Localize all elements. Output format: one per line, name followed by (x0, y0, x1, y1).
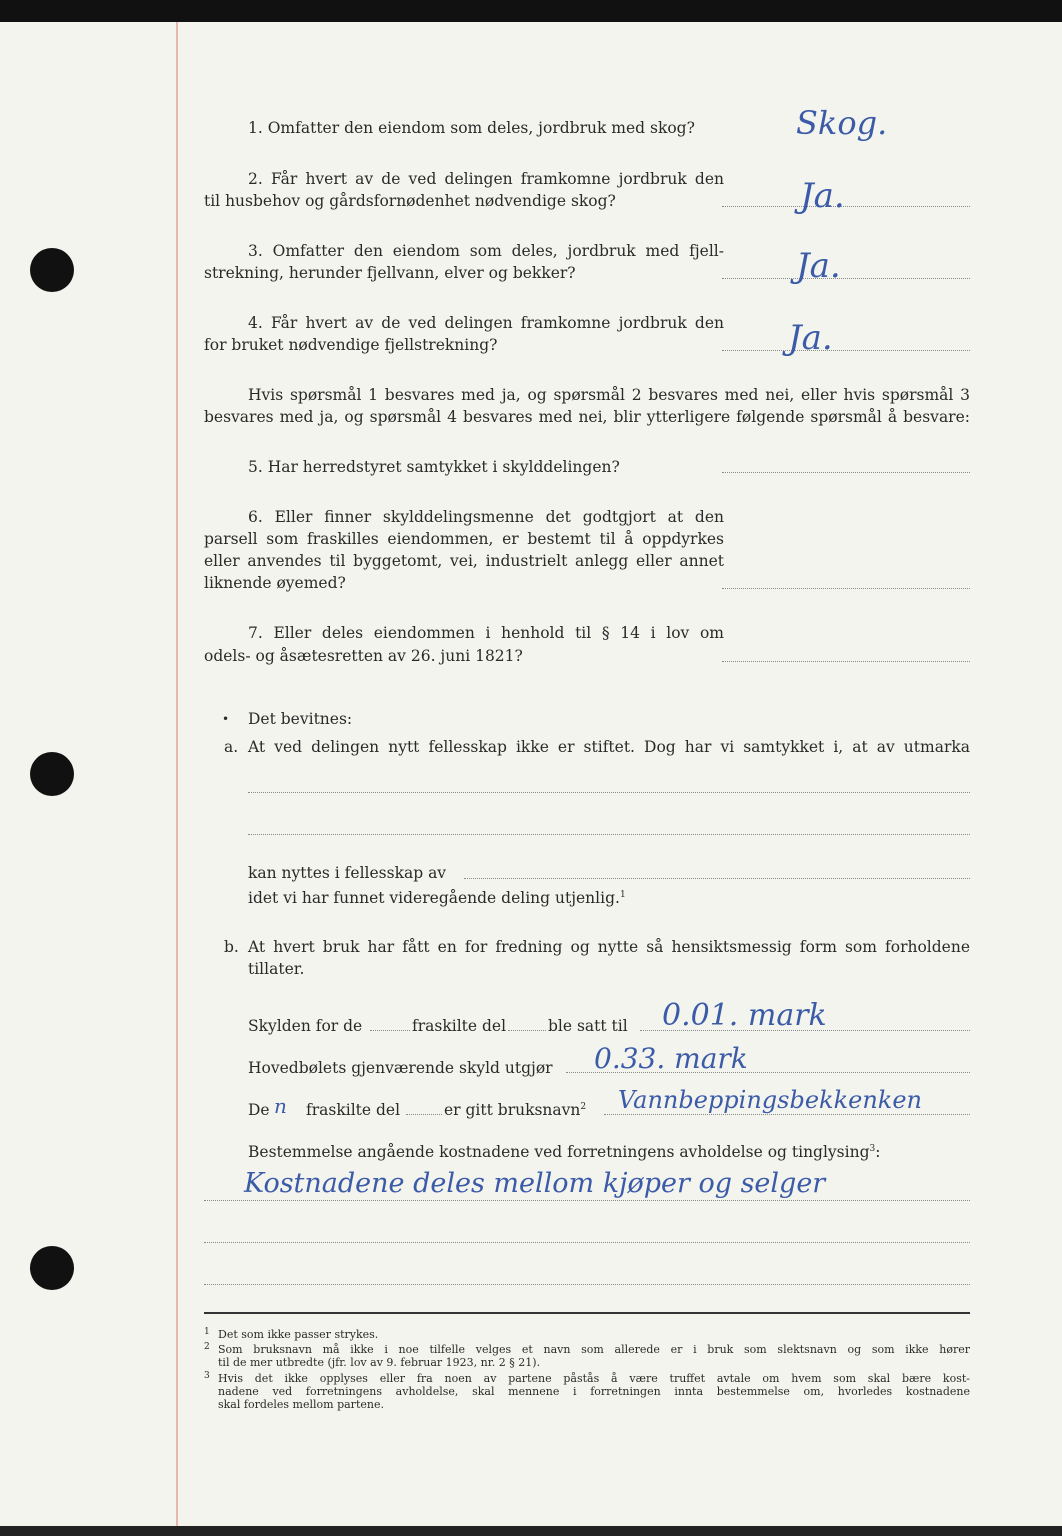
bruksnavn-label-part-3: er gitt bruksnavn$^2$ (444, 1101, 587, 1119)
skyld-label-part-3: ble satt til (548, 1017, 628, 1035)
condition-text-line-1: Hvis spørsmål 1 besvares med ja, og spørsmål 2 besvares med nei, eller hvis spørsmål 3 (248, 386, 970, 404)
costs-value: Kostnadene deles mellom kjøper og selger (244, 1168, 826, 1199)
skyld-label-part-2: fraskilte del (412, 1017, 507, 1035)
question-2-line-1: 2. Får hvert av de ved delingen framkomne jordbruk den (248, 170, 724, 188)
punch-hole (30, 752, 74, 796)
bullet-marker: • (222, 712, 230, 726)
question-6-line-2: parsell som fraskilles eiendommen, er bestemt til å oppdyrkes (204, 530, 724, 548)
question-7-line-2: odels- og åsætesretten av 26. juni 1821? (204, 647, 523, 665)
attest-b-text-line-1: At hvert bruk har fått en for fredning og nytte så hensiktsmessig form som forholdene (248, 938, 970, 956)
hovedbol-value: 0.33. mark (594, 1042, 748, 1075)
question-6-line-1: 6. Eller finner skylddelingsmenne det godtgjort at den (248, 508, 724, 526)
footnote-2-marker: 2 (204, 1342, 210, 1352)
answer-3-line (722, 278, 970, 279)
costs-line-3 (204, 1284, 970, 1285)
footnote-3-marker: 3 (204, 1371, 210, 1381)
answer-2-line (722, 206, 970, 207)
bruksnavn-value-line (604, 1114, 970, 1115)
skyld-value: 0.01. mark (662, 998, 827, 1033)
attest-heading: Det bevitnes: (248, 710, 353, 728)
attest-a-label: a. (224, 738, 239, 756)
footnote-2-line-2: til de mer utbredte (jfr. lov av 9. februar 1923, nr. 2 § 21). (218, 1356, 541, 1369)
attest-a-blank-line (248, 834, 970, 835)
scan-bottom-border (0, 1526, 1062, 1536)
question-2-line-2: til husbehov og gårdsfornødenhet nødvendige skog? (204, 192, 616, 210)
felles-label: kan nyttes i fellesskap av (248, 864, 447, 882)
skyld-blank (508, 1030, 546, 1031)
bruksnavn-label-part-1: De (248, 1101, 270, 1119)
question-1: 1. Omfatter den eiendom som deles, jordbruk med skog? (248, 119, 695, 137)
question-5: 5. Har herredstyret samtykket i skylddelingen? (248, 458, 620, 476)
footnote-1-marker: 1 (204, 1327, 210, 1337)
question-4-line-1: 4. Får hvert av de ved delingen framkomne jordbruk den (248, 314, 724, 332)
bruksnavn-label-part-2: fraskilte del (306, 1101, 401, 1119)
answer-7-line (722, 661, 970, 662)
utjenlig-text: idet vi har funnet videregående deling utjenlig.$^1$ (248, 889, 626, 907)
costs-line-2 (204, 1242, 970, 1243)
footnote-3-line-1: Hvis det ikke opplyses eller fra noen av partene påstås å være truffet avtale om hvem som skal bære kost- (218, 1372, 970, 1385)
footnote-3-line-2: nadene ved forretningens avholdelse, skal mennene i forretningen innta bestemmelse om, hvorledes kostnadene (218, 1385, 970, 1398)
skyld-label-part-1: Skylden for de (248, 1017, 363, 1035)
answer-3: Ja. (796, 246, 841, 286)
answer-6-line (722, 588, 970, 589)
answer-2: Ja. (800, 176, 845, 216)
attest-b-label: b. (224, 938, 239, 956)
punch-hole (30, 1246, 74, 1290)
felles-blank-line (464, 878, 970, 879)
hovedbol-label: Hovedbølets gjenværende skyld utgjør (248, 1059, 553, 1077)
footnote-2-line-1: Som bruksnavn må ikke i noe tilfelle velges et navn som allerede er i bruk som slektsnavn og som ikke hører (218, 1343, 970, 1356)
question-3-line-2: strekning, herunder fjellvann, elver og bekker? (204, 264, 576, 282)
condition-text-line-2: besvares med ja, og spørsmål 4 besvares med nei, blir ytterligere følgende spørsmål å besvare: (204, 408, 970, 426)
skyld-blank (370, 1030, 410, 1031)
margin-rule (176, 22, 178, 1526)
answer-4-line (722, 350, 970, 351)
answer-5-line (722, 472, 970, 473)
attest-a-blank-line (248, 792, 970, 793)
bruksnavn-value: Vannbeppingsbekkenken (618, 1086, 922, 1114)
answer-4: Ja. (788, 318, 833, 358)
bruksnavn-blank (406, 1114, 442, 1115)
question-6-line-4: liknende øyemed? (204, 574, 346, 592)
bruksnavn-inline-handwriting: n (274, 1094, 287, 1118)
question-6-line-3: eller anvendes til byggetomt, vei, industrielt anlegg eller annet (204, 552, 724, 570)
costs-line-1 (204, 1200, 970, 1201)
question-4-line-2: for bruket nødvendige fjellstrekning? (204, 336, 498, 354)
scan-top-border (0, 0, 1062, 22)
attest-b-text-line-2: tillater. (248, 960, 305, 978)
attest-a-text: At ved delingen nytt fellesskap ikke er stiftet. Dog har vi samtykket i, at av utmarka (248, 738, 970, 756)
question-7-line-1: 7. Eller deles eiendommen i henhold til § 14 i lov om (248, 624, 724, 642)
punch-hole (30, 248, 74, 292)
costs-label: Bestemmelse angående kostnadene ved forretningens avholdelse og tinglysing$^3$: (248, 1143, 881, 1161)
footnote-separator (204, 1312, 970, 1314)
footnote-3-line-3: skal fordeles mellom partene. (218, 1398, 384, 1411)
answer-1: Skog. (796, 104, 888, 142)
question-3-line-1: 3. Omfatter den eiendom som deles, jordbruk med fjell- (248, 242, 724, 260)
footnote-1: Det som ikke passer strykes. (218, 1328, 379, 1341)
